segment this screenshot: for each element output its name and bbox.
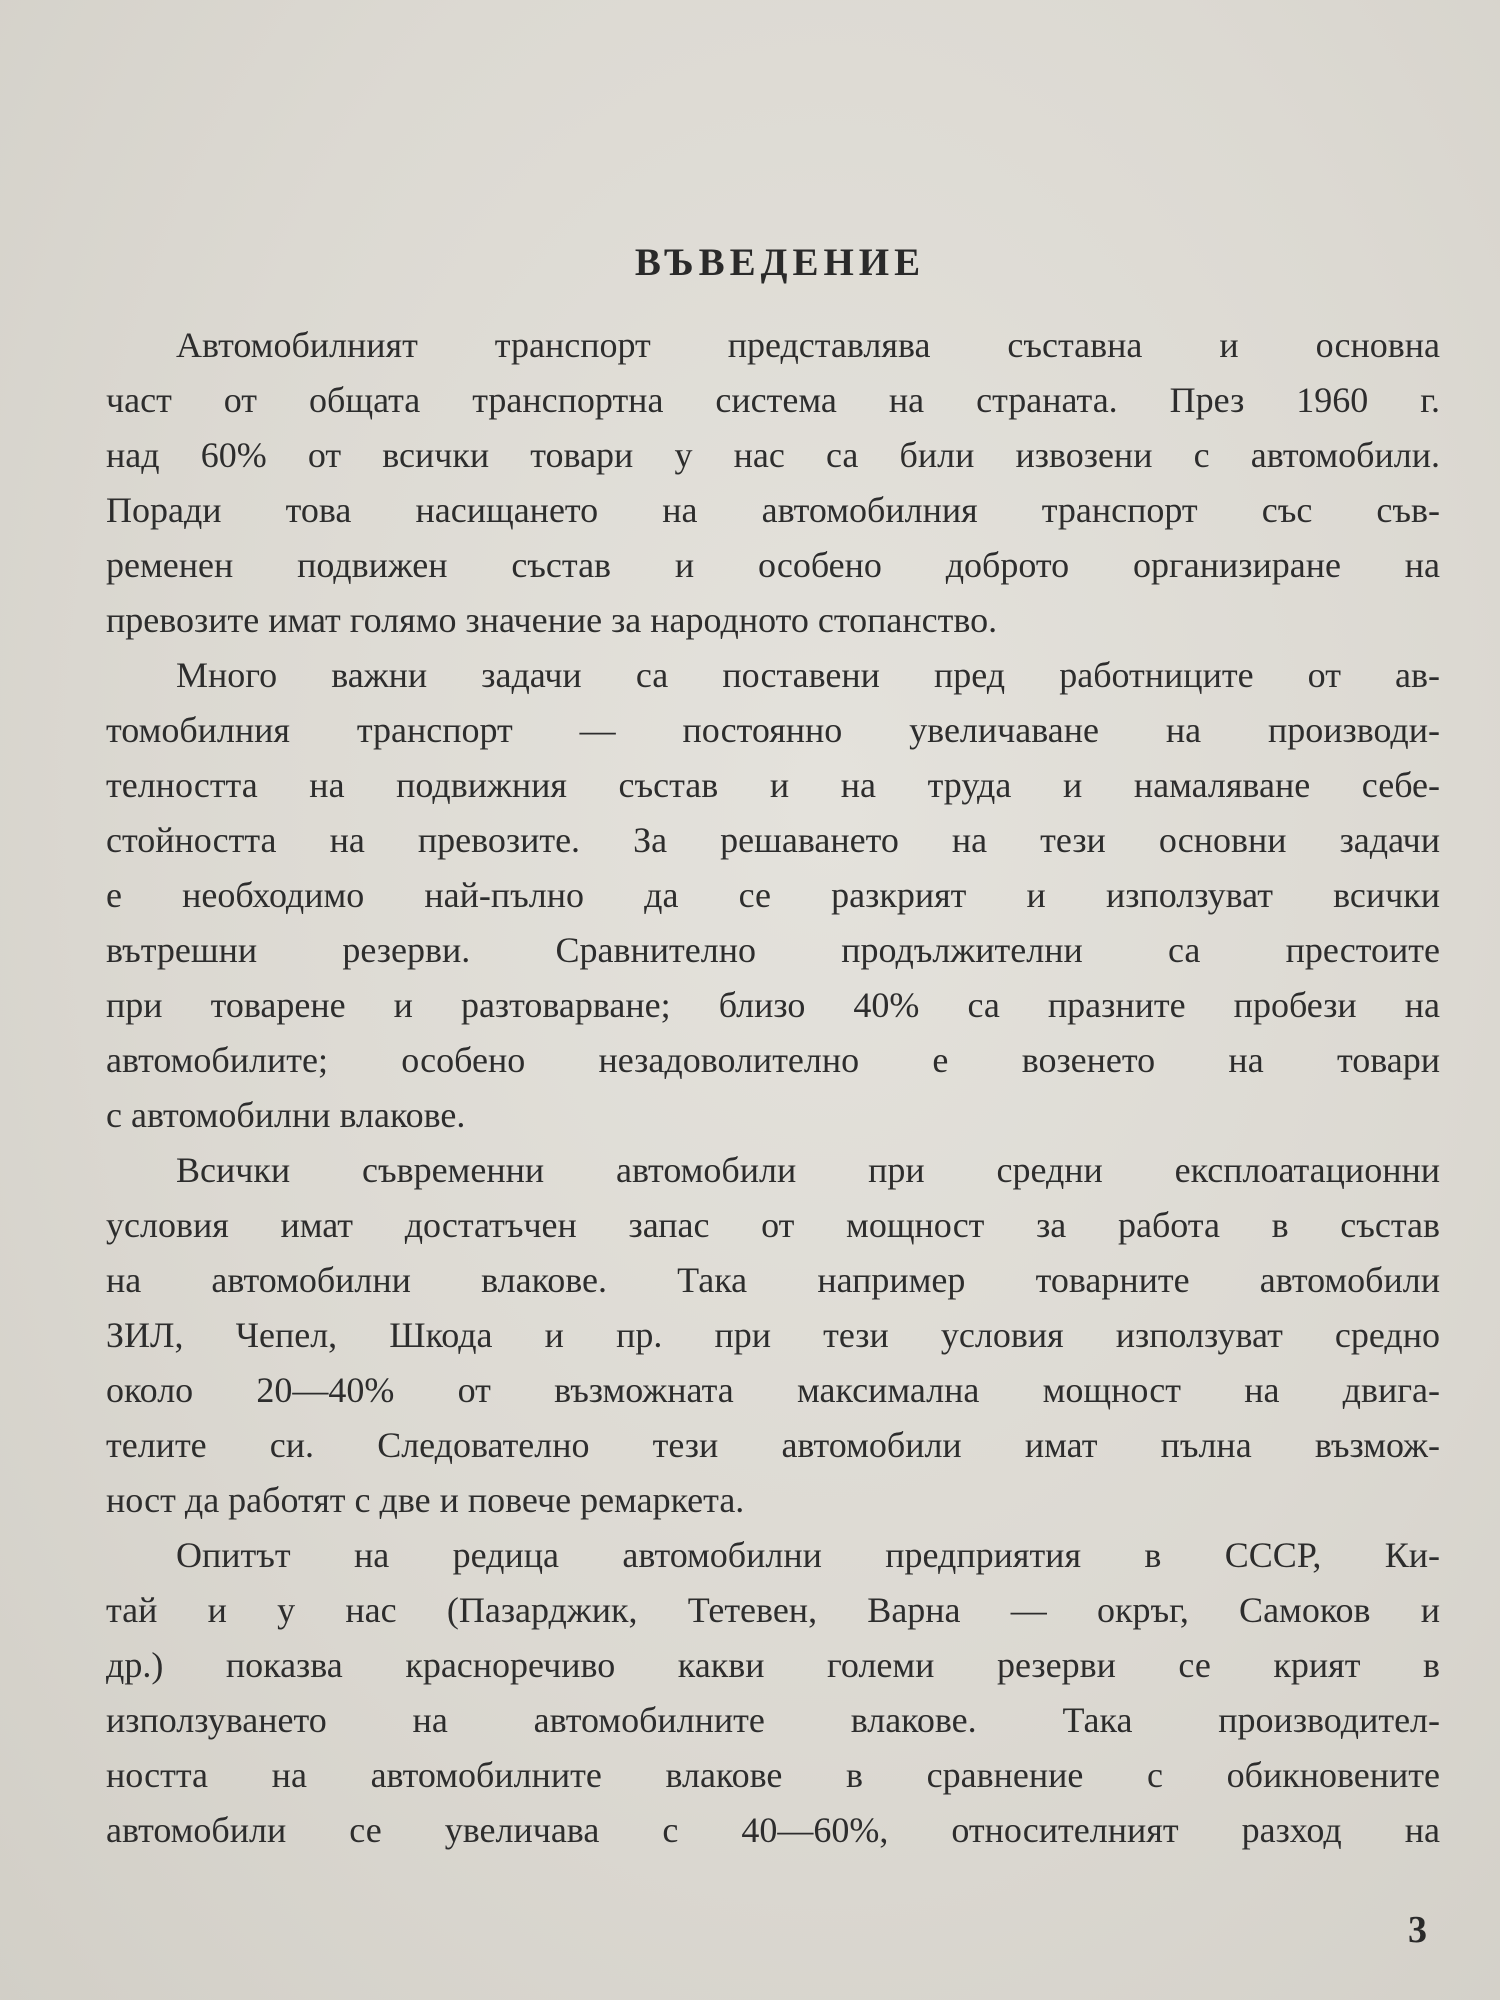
paragraph-3 [106,1143,1440,1528]
paragraph-1 [106,318,1440,648]
text-line: телността на подвижния състав и на труда и намаляване себе- [106,765,1440,805]
text-line: Много важни задачи са поставени пред работниците от ав- [176,655,1440,695]
paragraph-2 [106,648,1440,1143]
page-number: 3 [1408,1909,1427,1951]
text-line: ността на автомобилните влакове в сравнение с обикновените [106,1755,1440,1795]
text-line: Поради това насищането на автомобилния транспорт със съв- [106,490,1440,530]
text-line: превозите имат голямо значение за народното стопанство. [106,600,998,640]
text-line: стойността на превозите. За решаването на тези основни задачи [106,820,1440,860]
page-title: ВЪВЕДЕНИЕ [634,241,926,284]
text-line: Всички съвременни автомобили при средни експлоатационни [176,1150,1440,1190]
text-line: автомобили се увеличава с 40—60%, относителният разход на [106,1810,1440,1850]
text-line: използуването на автомобилните влакове. Така производител- [106,1700,1440,1740]
text-line: с автомобилни влакове. [106,1095,466,1135]
paragraph-4 [106,1528,1440,1858]
text-line: при товарене и разтоварване; близо 40% са празните пробези на [106,985,1440,1025]
text-line: телите си. Следователно тези автомобили имат пълна възмож- [106,1425,1440,1465]
text-line: на автомобилни влакове. Така например товарните автомобили [106,1260,1440,1300]
text-line: автомобилите; особено незадоволително е возенето на товари [106,1040,1440,1080]
text-line: част от общата транспортна система на страната. През 1960 г. [106,380,1440,420]
body-text [106,318,1440,1858]
text-line: ност да работят с две и повече ремаркета. [106,1480,745,1520]
text-line: тай и у нас (Пазарджик, Тетевен, Варна — окръг, Самоков и [106,1590,1440,1630]
text-line: ЗИЛ, Чепел, Шкода и пр. при тези условия използуват средно [106,1315,1440,1355]
text-line: условия имат достатъчен запас от мощност за работа в състав [106,1205,1440,1245]
text-line: Опитът на редица автомобилни предприятия в СССР, Ки- [176,1535,1440,1575]
text-line: др.) показва красноречиво какви големи резерви се крият в [106,1645,1440,1685]
text-line: томобилния транспорт — постоянно увеличаване на производи- [106,710,1440,750]
text-line: е необходимо най-пълно да се разкрият и използуват всички [106,875,1440,915]
text-line: вътрешни резерви. Сравнително продължителни са престоите [106,930,1440,970]
text-line: над 60% от всички товари у нас са били извозени с автомобили. [106,435,1440,475]
text-line: ременен подвижен състав и особено доброто организиране на [106,545,1440,585]
text-line: Автомобилният транспорт представлява съставна и основна [176,325,1440,365]
text-line: около 20—40% от възможната максимална мощност на двига- [106,1370,1440,1410]
